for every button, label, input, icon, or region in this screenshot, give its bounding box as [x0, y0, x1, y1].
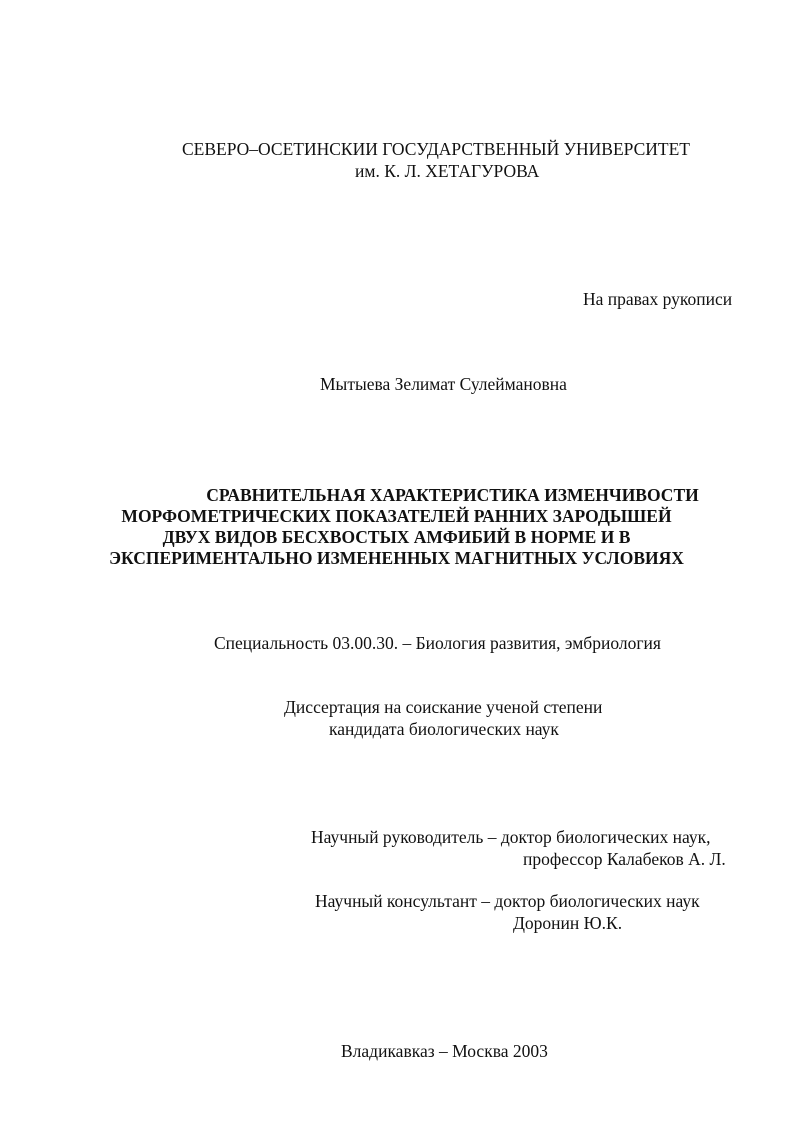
specialty: Специальность 03.00.30. – Биология развития, эмбриология	[214, 633, 661, 653]
supervisor-name: профессор Калабеков А. Л.	[523, 849, 726, 869]
institution-namesake: им. К. Л. ХЕТАГУРОВА	[355, 161, 540, 181]
supervisor-title: Научный руководитель – доктор биологических наук,	[311, 827, 711, 847]
consultant-title: Научный консультант – доктор биологических наук	[315, 891, 700, 911]
degree-line-1: Диссертация на соискание ученой степени	[284, 697, 603, 717]
dissertation-title-line-3: ДВУХ ВИДОВ БЕСХВОСТЫХ АМФИБИЙ В НОРМЕ И В	[162, 527, 631, 547]
dissertation-title-line-4: ЭКСПЕРИМЕНТАЛЬНО ИЗМЕНЕННЫХ МАГНИТНЫХ УСЛОВИЯХ	[109, 548, 684, 568]
dissertation-title-line-2: МОРФОМЕТРИЧЕСКИХ ПОКАЗАТЕЛЕЙ РАННИХ ЗАРОДЫШЕЙ	[121, 506, 672, 526]
institution-name: СЕВЕРО–ОСЕТИНСКИИ ГОСУДАРСТВЕННЫЙ УНИВЕРСИТЕТ	[182, 139, 690, 159]
degree-line-2: кандидата биологических наук	[329, 719, 559, 739]
manuscript-rights-note: На правах рукописи	[583, 289, 733, 309]
author-name: Мытыева Зелимат Сулеймановна	[320, 374, 567, 394]
consultant-name: Доронин Ю.К.	[513, 913, 623, 933]
place-and-year: Владикавказ – Москва 2003	[341, 1041, 548, 1061]
dissertation-title-line-1: СРАВНИТЕЛЬНАЯ ХАРАКТЕРИСТИКА ИЗМЕНЧИВОСТИ	[206, 485, 699, 505]
